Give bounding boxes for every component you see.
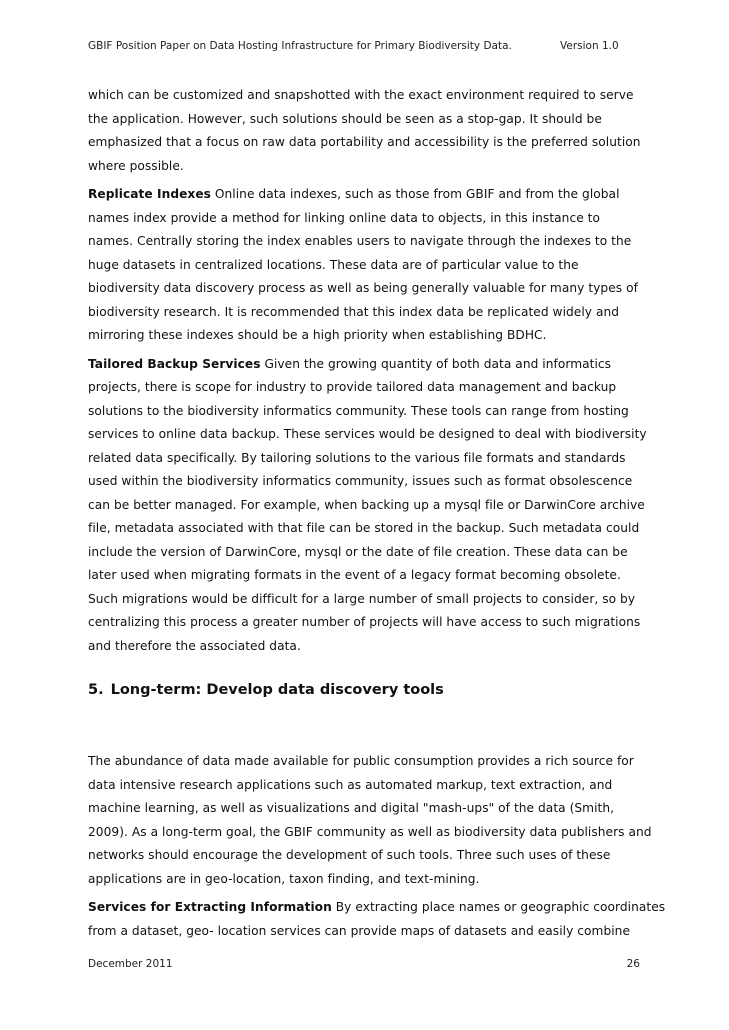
text-line: projects, there is scope for industry to provide tailored data management and backup	[88, 380, 617, 394]
text-line	[88, 183, 640, 207]
text-line: the application. However, such solutions should be seen as a stop-gap. It should be	[88, 111, 602, 126]
text-line: later used when migrating formats in the event of a legacy format becoming obsolete.	[88, 568, 621, 582]
text-line: The abundance of data made available for public consumption provides a rich source for	[88, 754, 634, 768]
text-line: names. Centrally storing the index enables users to navigate through the indexes to the	[88, 234, 632, 248]
text-line: mirroring these indexes should be a high priority when establishing BDHC.	[88, 328, 547, 342]
text-line: emphasized that a focus on raw data portability and accessibility is the preferred solution	[88, 135, 641, 149]
section-number: 5.	[88, 682, 104, 698]
page-number: 26	[626, 958, 640, 970]
paragraph-abundance	[88, 750, 652, 891]
text-line: names index provide a method for linking online data to objects, in this instance to	[88, 210, 601, 225]
section-heading	[88, 680, 640, 750]
paragraph-lead: Services for Extracting Information	[88, 900, 332, 914]
text-line: huge datasets in centralized locations. These data are of particular value to the	[88, 257, 579, 272]
text-line: Such migrations would be difficult for a large number of small projects to consider, so by	[88, 591, 636, 606]
paragraph-continuation	[88, 84, 640, 178]
footer-date: December 2011	[88, 958, 173, 970]
text-run: Given the growing quantity of both data and informatics	[260, 356, 612, 371]
text-run: By extracting place names or geographic coordinates	[331, 900, 666, 914]
text-line: biodiversity data discovery process as well as being generally valuable for many types of	[88, 281, 638, 295]
paragraph-lead: Tailored Backup Services	[88, 356, 261, 371]
text-line: file, metadata associated with that file can be stored in the backup. Such metadata could	[88, 521, 640, 535]
section-title: Long-term: Develop data discovery tools	[110, 682, 444, 698]
text-line: machine learning, as well as visualizations and digital "mash-ups" of the data (Smith,	[88, 801, 615, 815]
text-line: 2009). As a long-term goal, the GBIF community as well as biodiversity data publishers and	[88, 824, 652, 839]
text-line	[88, 353, 640, 377]
page-body	[88, 84, 666, 948]
text-line: from a dataset, geo- location services can provide maps of datasets and easily combine	[88, 923, 630, 938]
paragraph-lead: Replicate Indexes	[88, 187, 211, 201]
text-line: solutions to the biodiversity informatics community. These tools can range from hosting	[88, 403, 629, 418]
document-version: Version 1.0	[560, 40, 619, 52]
text-line: where possible.	[88, 158, 184, 173]
text-line: include the version of DarwinCore, mysql or the date of file creation. These data can be	[88, 544, 628, 559]
paragraph-extracting-information	[88, 896, 666, 943]
text-line: biodiversity research. It is recommended that this index data be replicated widely and	[88, 304, 620, 319]
page-footer	[88, 958, 640, 974]
text-line: related data specifically. By tailoring solutions to the various file formats and standards	[88, 450, 626, 465]
paragraph-tailored-backup	[88, 353, 647, 659]
document-title: GBIF Position Paper on Data Hosting Infrastructure for Primary Biodiversity Data.	[88, 40, 512, 52]
page-header	[88, 40, 628, 58]
text-line: applications are in geo-location, taxon finding, and text-mining.	[88, 871, 480, 886]
text-line: data intensive research applications such as automated markup, text extraction, and	[88, 777, 613, 792]
text-line: which can be customized and snapshotted with the exact environment required to serve	[88, 88, 634, 102]
text-line	[88, 896, 666, 920]
text-line: can be better managed. For example, when backing up a mysql file or DarwinCore archive	[88, 497, 645, 512]
text-run: Online data indexes, such as those from GBIF and from the global	[210, 187, 620, 201]
text-line: networks should encourage the development of such tools. Three such uses of these	[88, 848, 611, 862]
text-line: and therefore the associated data.	[88, 638, 301, 653]
text-line: services to online data backup. These services would be designed to deal with biodiversity	[88, 427, 647, 441]
paragraph-replicate-indexes	[88, 183, 640, 348]
text-line: centralizing this process a greater number of projects will have access to such migrations	[88, 615, 641, 629]
text-line: used within the biodiversity informatics community, issues such as format obsolescence	[88, 474, 633, 488]
